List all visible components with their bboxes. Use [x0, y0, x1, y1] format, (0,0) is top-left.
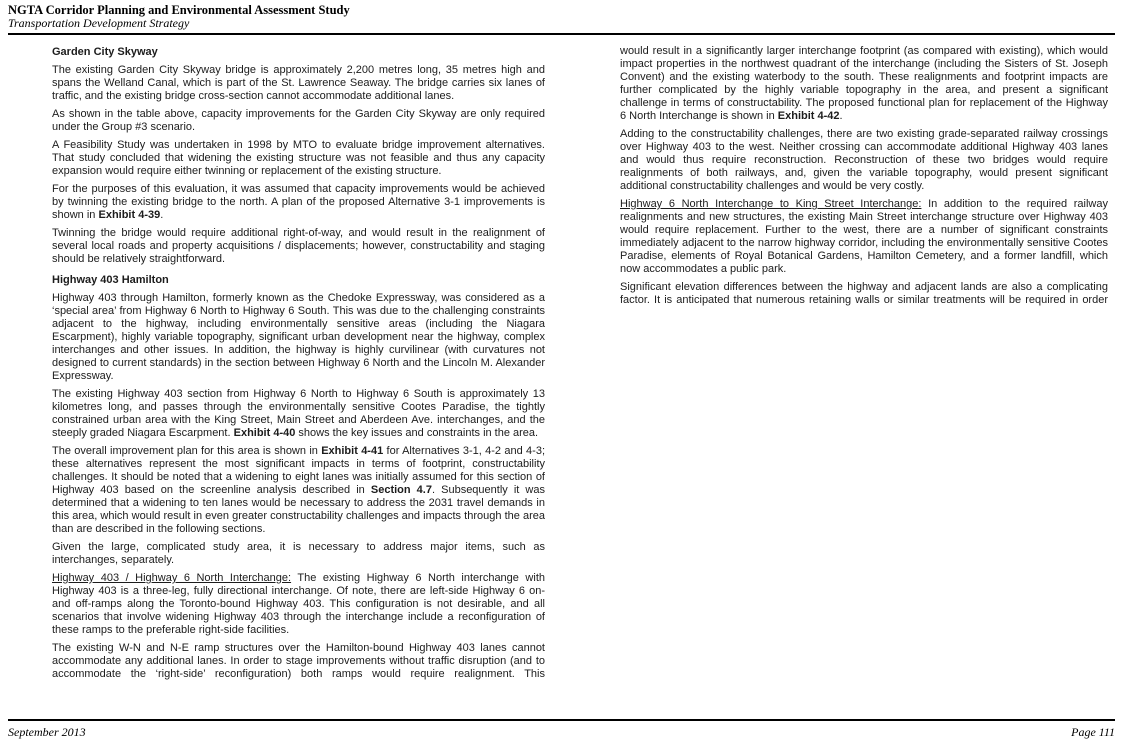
text-run: The existing W-N and N-E ramp structures over the Hamilton-bound Highway 403 lanes cannot accommodate any additional lanes. In order to stage improvements without traffic disruption (and to accommodate the ‘right-side’ reconfiguration) both ramps would require realignment. This [52, 642, 545, 680]
text-run: Given the large, complicated study area, it is necessary to address major items, such as interchanges, separately. [52, 541, 545, 566]
text-run: For the purposes of this evaluation, it was assumed that capacity improvements would be achieved by twinning the existing bridge to the north. A plan of the proposed Alternative 3-1 improvements is shown in [52, 183, 545, 221]
text-run: The existing Garden City Skyway bridge is approximately 2,200 metres long, 35 metres high and spans the Welland Canal, which is part of the St. Lawrence Seaway. The bridge carries six lanes of traffic, and the existing bridge cross-section cannot accommodate additional lanes. [52, 64, 545, 102]
text-run: A Feasibility Study was undertaken in 1998 by MTO to evaluate bridge improvement alternatives. That study concluded that widening the existing structure was not feasible and thus any capacity expansion would require either twinning or replacement of the existing structure. [52, 139, 545, 177]
page-header [8, 3, 1115, 35]
body-paragraph [52, 183, 545, 222]
underlined-run: Highway 403 / Highway 6 North Interchange: [52, 572, 292, 584]
body-paragraph [52, 445, 545, 536]
footer-date: September 2013 [8, 725, 86, 739]
text-run: As shown in the table above, capacity improvements for the Garden City Skyway are only required under the Group #3 scenario. [52, 108, 545, 133]
body-paragraph [52, 64, 545, 103]
body-paragraph [52, 227, 545, 266]
bold-run: Exhibit 4-42 [777, 110, 840, 122]
left-column [52, 45, 545, 686]
right-column [620, 45, 1108, 312]
body-paragraph [52, 108, 545, 134]
text-run: Highway 403 through Hamilton, formerly known as the Chedoke Expressway, was considered as a ‘special area’ from Highway 6 North to Highway 6 South. This was due to the challenging constraints adjacent to the highway, including environmentally sensitive areas (including the Niagara Escarpment), highly variable topography, significant urban development near the highway, complex interchanges and other issues. In addition, the highway is highly curvilinear (with curvatures not designed to current standards) in the section between Highway 6 North and the Lincoln M. Alexander Expressway. [52, 292, 545, 382]
text-run: . Subsequently it was determined that a widening to ten lanes would be necessary to address the 2031 travel demands in this area, which would result in even greater constructability challenges and impacts through the area than are described in the following sections. [52, 484, 545, 535]
text-run: Adding to the constructability challenges, there are two existing grade-separated railway crossings over Highway 403 to the west. Neither crossing can accommodate additional Highway 403 lanes and would thus require reconstruction. Reconstruction of these two bridges would require realignments of both railways, and, given the variable topography, would present significant additional constructability challenges and would be very costly. [620, 128, 1108, 192]
text-run: . [839, 110, 843, 122]
text-run: . [160, 209, 164, 221]
text-run: The overall improvement plan for this area is shown in [52, 445, 322, 457]
bold-run: Exhibit 4-39 [98, 209, 161, 221]
text-run: In addition to the required railway realignments and new structures, the existing Main Street interchange structure over Highway 403 would require replacement. Further to the west, there are a number of significant constraints immediately adjacent to the narrow highway corridor, including the environmentally sensitive Cootes Paradise, elements of Royal Botanical Gardens, Hamilton Cemetery, and a former landfill, which now accommodates a public park. [620, 198, 1108, 275]
bold-run: Section 4.7 [370, 484, 432, 496]
body-paragraph [52, 572, 545, 637]
text-run: would result in a significantly larger interchange footprint (as compared with existing), which would impact properties in the northwest quadrant of the interchange (including the Sisters of St. Joseph Convent) and the existing waterbody to the south. These realignments and footprint impacts are further complicated by the highly variable topography in the area, and present a significant challenge in terms of constructability. The proposed functional plan for replacement of the Highway 6 North Interchange is shown in [620, 45, 1108, 122]
body-paragraph [620, 198, 1108, 276]
footer-page-number: Page 111 [1071, 725, 1115, 739]
document-title: NGTA Corridor Planning and Environmental Assessment Study [8, 3, 350, 17]
bold-run: Exhibit 4-41 [321, 445, 384, 457]
text-run: The existing Highway 6 North interchange with Highway 403 is a three-leg, fully directional interchange. Of note, there are left-side Highway 6 on- and off-ramps along the Toronto-bound Highway 403. This configuration is not desirable, and all scenarios that involve widening Highway 403 through the interchange include a reconfiguration of these ramps to the preferable right-side facilities. [52, 572, 545, 636]
section-heading [52, 274, 545, 287]
page-footer [8, 719, 1115, 740]
body-paragraph [620, 281, 1108, 307]
text-run: Twinning the bridge would require additional right-of-way, and would result in the realignment of several local roads and property acquisitions / displacements; however, constructability and staging should be relatively straightforward. [52, 227, 545, 265]
bold-run: Exhibit 4-40 [233, 427, 296, 439]
text-run: Garden City Skyway [52, 46, 158, 58]
text-run: shows the key issues and constraints in the area. [295, 427, 539, 439]
section-heading [52, 46, 545, 59]
text-run: The existing Highway 403 section from Highway 6 North to Highway 6 South is approximately 13 kilometres long, and passes through the environmentally sensitive Cootes Paradise, the tightly constrained urban area with the King Street, Main Street and Aberdeen Ave. interchanges, and the steeply graded Niagara Escarpment. [52, 388, 545, 439]
text-run: Highway 403 Hamilton [52, 274, 169, 286]
body-paragraph [52, 292, 545, 383]
text-run: for Alternatives 3-1, 4-2 and 4-3; these alternatives represent the most significant impacts in terms of footprint, constructability challenges. It should be noted that a widening to eight lanes was initially assumed for this section of Highway 403 based on the screenline analysis described in [52, 445, 545, 496]
body-paragraph [620, 128, 1108, 193]
text-run: Significant elevation differences between the highway and adjacent lands are also a complicating factor. It is anticipated that numerous retaining walls or similar treatments will be required in order [620, 281, 1108, 306]
body-paragraph [52, 541, 545, 567]
body-columns [52, 45, 1108, 686]
document-subtitle: Transportation Development Strategy [8, 16, 190, 30]
body-paragraph [52, 642, 545, 681]
body-paragraph [52, 139, 545, 178]
underlined-run: Highway 6 North Interchange to King Street Interchange: [620, 198, 922, 210]
body-paragraph [620, 45, 1108, 123]
body-paragraph [52, 388, 545, 440]
